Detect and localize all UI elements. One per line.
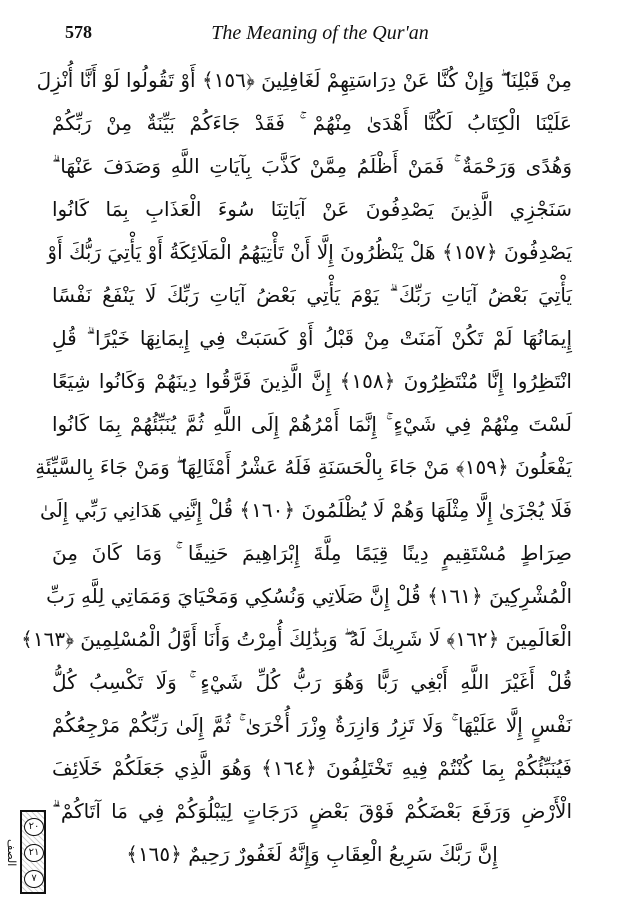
verse-line-13: الْمُشْرِكِينَ ﴿١٦١﴾ قُلْ إِنَّ صَلَاتِي وَنُسُكِي وَمَحْيَايَ وَمَمَاتِي لِلَّهِ رَبِّ	[46, 584, 572, 608]
marker-box	[20, 810, 46, 894]
page-header	[0, 22, 600, 48]
running-title: The Meaning of the Qur'an	[211, 22, 429, 44]
verse-line-17: فَيُنَبِّئُكُمْ بِمَا كُنْتُمْ فِيهِ تَخْتَلِفُونَ ﴿١٦٤﴾ وَهُوَ الَّذِي جَعَلَكُمْ خَلَائِفَ	[52, 756, 572, 780]
verse-line-8: انْتَظِرُوا إِنَّا مُنْتَظِرُونَ ﴿١٥٨﴾ إِنَّ الَّذِينَ فَرَّقُوا دِينَهُمْ وَكَانُوا شِيَعًا	[52, 369, 572, 393]
verse-line-11: فَلَا يُجْزَىٰ إِلَّا مِثْلَهَا وَهُمْ لَا يُظْلَمُونَ ﴿١٦٠﴾ قُلْ إِنَّنِي هَدَانِي رَبِّي إِلَىٰ	[40, 498, 572, 522]
verse-line-19: إِنَّ رَبَّكَ سَرِيعُ الْعِقَابِ وَإِنَّهُ لَغَفُورٌ رَحِيمٌ ﴿١٦٥﴾	[126, 842, 498, 866]
marker-number-1: ٢٠	[24, 818, 44, 836]
marker-number-2: ٢١	[24, 844, 44, 862]
verse-line-10: يَفْعَلُونَ ﴿١٥٩﴾ مَنْ جَاءَ بِالْحَسَنَةِ فَلَهُ عَشْرُ أَمْثَالِهَا ۖ وَمَنْ جَاءَ بِالسَّيِّئَةِ	[35, 455, 572, 479]
verse-line-4: سَنَجْزِي الَّذِينَ يَصْدِفُونَ عَنْ آيَاتِنَا سُوءَ الْعَذَابِ بِمَا كَانُوا	[52, 197, 572, 221]
verse-line-7: إِيمَانُهَا لَمْ تَكُنْ آمَنَتْ مِنْ قَبْلُ أَوْ كَسَبَتْ فِي إِيمَانِهَا خَيْرًا ۗ قُلِ	[52, 326, 572, 350]
verse-line-15: قُلْ أَغَيْرَ اللَّهِ أَبْغِي رَبًّا وَهُوَ رَبُّ كُلِّ شَيْءٍ ۚ وَلَا تَكْسِبُ كُلُّ	[52, 670, 572, 694]
verse-line-18: الْأَرْضِ وَرَفَعَ بَعْضَكُمْ فَوْقَ بَعْضٍ دَرَجَاتٍ لِيَبْلُوَكُمْ فِي مَا آتَاكُمْ ۗ	[52, 799, 572, 823]
section-marker	[4, 810, 48, 896]
verse-line-5: يَصْدِفُونَ ﴿١٥٧﴾ هَلْ يَنْظُرُونَ إِلَّا أَنْ تَأْتِيَهُمُ الْمَلَائِكَةُ أَوْ يَأْتِيَ رَبُّكَ أَوْ	[47, 240, 572, 264]
verse-line-2: عَلَيْنَا الْكِتَابُ لَكُنَّا أَهْدَىٰ مِنْهُمْ ۚ فَقَدْ جَاءَكُمْ بَيِّنَةٌ مِنْ رَبِّكُمْ	[52, 111, 572, 135]
page-number: 578	[65, 22, 92, 42]
marker-label: الصف	[5, 839, 18, 867]
verse-line-1: مِنْ قَبْلِنَا ۖ وَإِنْ كُنَّا عَنْ دِرَاسَتِهِمْ لَغَافِلِينَ ﴿١٥٦﴾ أَوْ تَقُولُوا لَوْ أَنَّا أُنْزِلَ	[36, 68, 572, 92]
verse-line-6: يَأْتِيَ بَعْضُ آيَاتِ رَبِّكَ ۗ يَوْمَ يَأْتِي بَعْضُ آيَاتِ رَبِّكَ لَا يَنْفَعُ نَفْسًا	[52, 283, 572, 307]
marker-number-3: ٧	[24, 870, 44, 888]
verse-line-9: لَسْتَ مِنْهُمْ فِي شَيْءٍ ۚ إِنَّمَا أَمْرُهُمْ إِلَى اللَّهِ ثُمَّ يُنَبِّئُهُمْ بِمَا كَانُوا	[52, 412, 572, 436]
verse-line-14: الْعَالَمِينَ ﴿١٦٢﴾ لَا شَرِيكَ لَهُ ۖ وَبِذَٰلِكَ أُمِرْتُ وَأَنَا أَوَّلُ الْمُسْلِمِينَ ﴿١٦٣﴾	[21, 627, 572, 651]
verse-line-16: نَفْسٍ إِلَّا عَلَيْهَا ۚ وَلَا تَزِرُ وَازِرَةٌ وِزْرَ أُخْرَىٰ ۚ ثُمَّ إِلَىٰ رَبِّكُمْ مَرْجِعُكُمْ	[52, 713, 572, 737]
verse-line-3: وَهُدًى وَرَحْمَةٌ ۚ فَمَنْ أَظْلَمُ مِمَّنْ كَذَّبَ بِآيَاتِ اللَّهِ وَصَدَفَ عَنْهَا ۗ	[52, 154, 572, 178]
verse-line-12: صِرَاطٍ مُسْتَقِيمٍ دِينًا قِيَمًا مِلَّةَ إِبْرَاهِيمَ حَنِيفًا ۚ وَمَا كَانَ مِنَ	[52, 541, 572, 565]
